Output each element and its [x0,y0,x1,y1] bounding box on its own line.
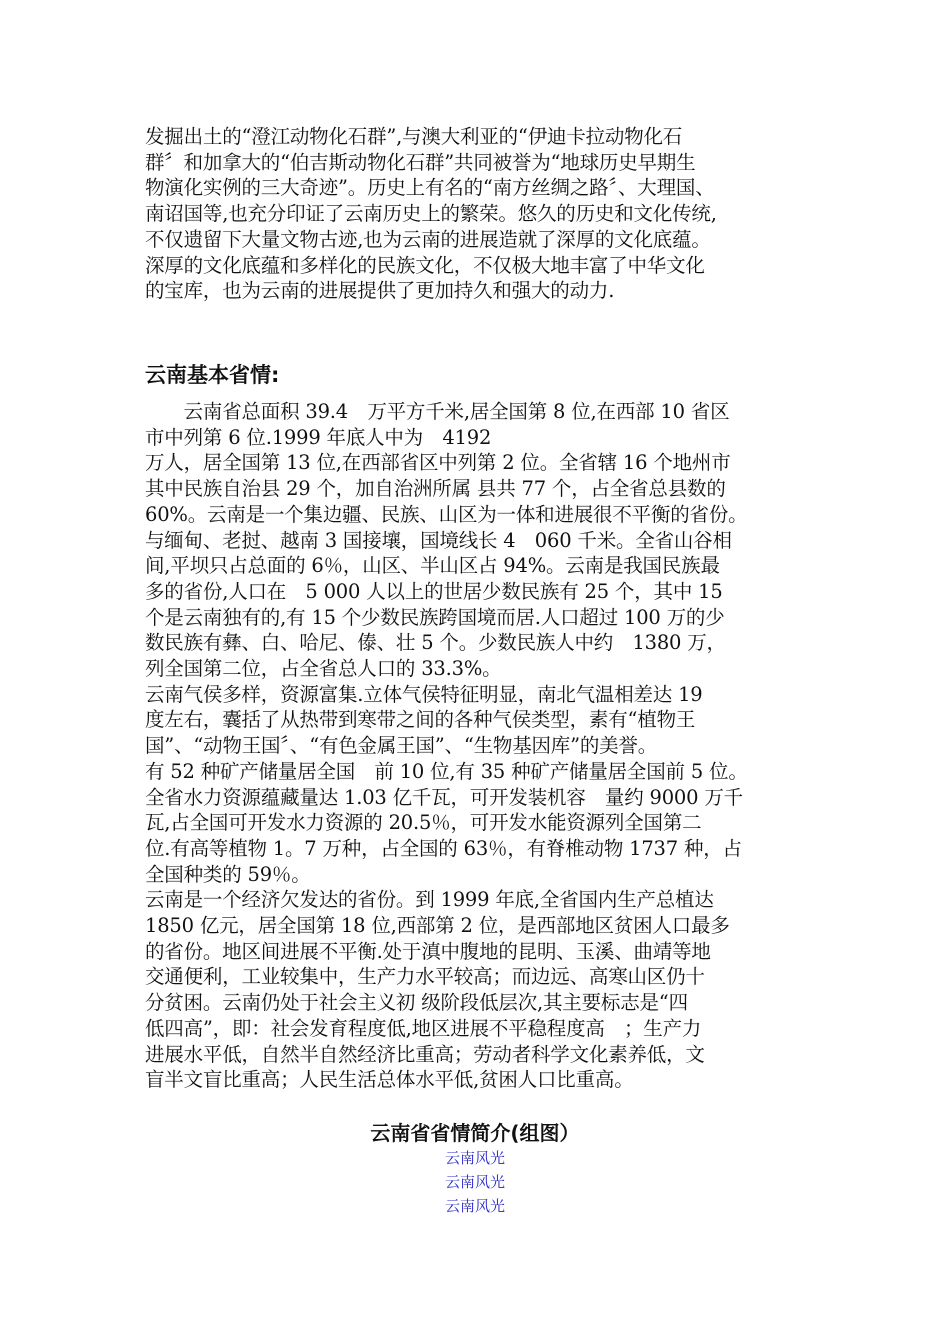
body-line: 位.有高等植物 1。7 万种，占全国的 63％，有脊椎动物 1737 种，占 [145,836,742,860]
body-line: 其中民族自治县 29 个，加自治洲所属 县共 77 个，占全省总县数的 [145,477,726,501]
gallery-link[interactable]: 云南风光 [444,1173,505,1191]
body-line: 交通便利，工业较集中，生产力水平较高；而边远、高寒山区仍十 [145,965,705,989]
body-line: 60%。云南是一个集边疆、民族、山区为一体和进展很不平衡的省份。 [145,502,748,526]
body-line: 进展水平低，自然半自然经济比重高；劳动者科学文化素养低，文 [145,1042,705,1066]
body-line: 云南是一个经济欠发达的省份。到 1999 年底,全省国内生产总植达 [145,888,714,912]
intro-line: 的宝库，也为云南的进展提供了更加持久和强大的动力. [145,279,615,303]
body-line: 云南省总面积 39.4 万平方千米,居全国第 8 位,在西部 10 省区 [145,400,730,423]
body-line: 有 52 种矿产储量居全国 前 10 位,有 35 种矿产储量居全国前 5 位。 [145,759,748,783]
body-line: 的省份。地区间进展不平衡.处于滇中腹地的昆明、玉溪、曲靖等地 [145,939,711,963]
intro-line: 南诏国等,也充分印证了云南历史上的繁荣。悠久的历史和文化传统, [145,202,717,226]
body-line: 1850 亿元，居全国第 18 位,西部第 2 位，是西部地区贫困人口最多 [145,914,730,938]
body-line: 云南气侯多样，资源富集.立体气侯特征明显，南北气温相差达 19 [145,682,703,706]
body-line: 多的省份,人口在 5 000 人以上的世居少数民族有 25 个，其中 15 [145,579,723,603]
body-line: 全国种类的 59％。 [145,862,311,886]
body-line: 低四高”，即：社会发育程度低,地区进展不平稳程度高 ；生产力 [145,1016,702,1040]
body-line: 国”、“动物王国〞、“有色金属王国”、“生物基因库”的美誉。 [145,734,658,758]
body-line: 瓦,占全国可开发水力资源的 20.5％，可开发水能资源列全国第二 [145,811,702,835]
body-line: 间,平坝只占总面的 6％，山区、半山区占 94%。云南是我国民族最 [145,554,720,578]
gallery-link[interactable]: 云南风光 [444,1197,505,1215]
body-line: 全省水力资源蕴藏量达 1.03 亿千瓦，可开发装机容 量约 9000 万千 [145,785,743,809]
body-line: 度左右，囊括了从热带到寒带之间的各种气侯类型，素有“植物王 [145,708,696,732]
intro-line: 不仅遗留下大量文物古迹,也为云南的进展造就了深厚的文化底蕴。 [145,227,711,251]
body-line: 市中列第 6 位.1999 年底人中为 4192 [145,425,492,449]
gallery-link[interactable]: 云南风光 [444,1149,505,1167]
body-line: 分贫困。云南仍处于社会主义初 级阶段低层次,其主要标志是“四 [145,991,688,1015]
body-line: 列全国第二位，占全省总人口的 33.3%。 [145,657,502,681]
body-line: 万人，居全国第 13 位,在西部省区中列第 2 位。全省辖 16 个地州市 [145,451,731,475]
body-line: 数民族有彝、白、哈尼、傣、壮 5 个。少数民族人中约 1380 万， [145,631,726,655]
intro-line: 群〞和加拿大的“伯吉斯动物化石群”共同被誉为“地球历史早期生 [145,150,696,174]
intro-line: 深厚的文化底蕴和多样化的民族文化，不仅极大地丰富了中华文化 [145,253,705,277]
body-line: 与缅甸、老挝、越南 3 国接壤，国境线长 4 060 千米。全省山谷相 [145,528,732,552]
intro-line: 物演化实例的三大奇迹”。历史上有名的“南方丝绸之路〞、大理国、 [145,176,715,200]
section-heading: 云南基本省情: [145,363,280,387]
body-line: 盲半文盲比重高；人民生活总体水平低,贫困人口比重高。 [145,1068,634,1092]
body-line: 个是云南独有的,有 15 个少数民族跨国境而居.人口超过 100 万的少 [145,605,725,629]
basic-info-paragraph [145,399,813,1093]
intro-paragraph [145,124,813,304]
intro-line: 发掘出土的“澄江动物化石群”,与澳大利亚的“伊迪卡拉动物化石 [145,125,683,148]
gallery-title: 云南省省情简介(组图） [370,1121,580,1145]
